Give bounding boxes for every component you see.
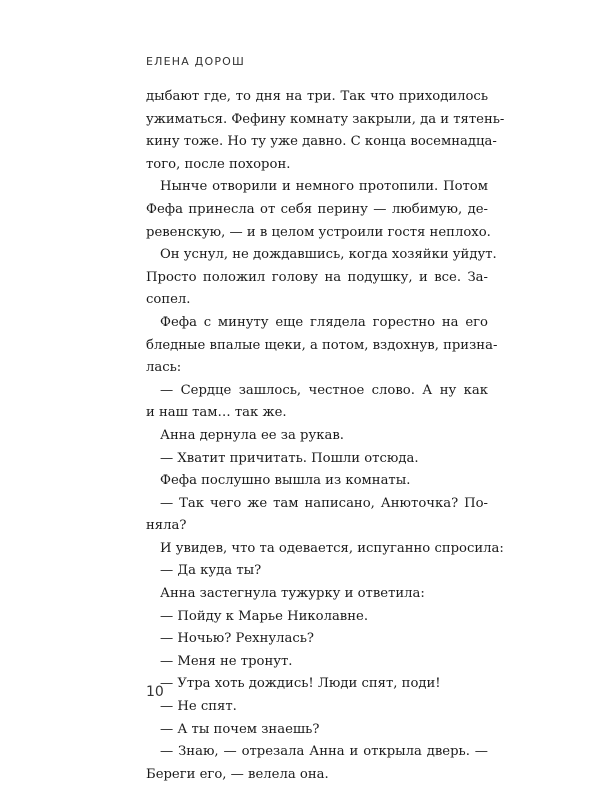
text-line: Просто положил голову на подушку, и все. За- bbox=[146, 269, 488, 285]
text-line: Нынче отворили и немного протопили. Потом bbox=[160, 179, 488, 195]
text-line: — Не спят. bbox=[160, 699, 237, 715]
text-line: Анна застегнула тужурку и ответила: bbox=[160, 586, 425, 602]
text-line: — Пойду к Марье Николавне. bbox=[160, 608, 369, 624]
text-line: — Знаю, — отрезала Анна и открыла дверь. — bbox=[160, 744, 488, 760]
body-text bbox=[146, 86, 505, 786]
page-number: 10 bbox=[146, 684, 164, 700]
text-line: ужиматься. Фефину комнату закрыли, да и тятень- bbox=[146, 111, 505, 127]
text-line: — Хватит причитать. Пошли отсюда. bbox=[160, 450, 419, 466]
text-line: — Утра хоть дождись! Люди спят, поди! bbox=[160, 676, 441, 692]
text-line: ревенскую, — и в целом устроили гостя неплохо. bbox=[146, 224, 491, 240]
text-line: лась: bbox=[146, 360, 182, 376]
text-line: Анна дернула ее за рукав. bbox=[160, 427, 344, 443]
text-line: Он уснул, не дождавшись, когда хозяйки уйдут. bbox=[160, 247, 497, 263]
text-line: — Сердце зашлось, честное слово. А ну как bbox=[160, 382, 488, 398]
text-line: — Меня не тронут. bbox=[160, 653, 293, 669]
text-line: сопел. bbox=[146, 292, 191, 308]
text-line: — Да куда ты? bbox=[160, 563, 262, 579]
text-line: И увидев, что та одевается, испуганно спросила: bbox=[160, 540, 504, 556]
text-line: няла? bbox=[146, 518, 187, 534]
text-line: дыбают где, то дня на три. Так что приходилось bbox=[146, 89, 488, 104]
text-line: — А ты почем знаешь? bbox=[160, 721, 320, 737]
text-line: — Так чего же там написано, Анюточка? По- bbox=[160, 495, 488, 511]
text-line: кину тоже. Но ту уже давно. С конца восемнадца- bbox=[146, 134, 497, 150]
text-line: Береги его, — велела она. bbox=[146, 766, 329, 782]
text-line: Фефа принесла от себя перину — любимую, де- bbox=[146, 201, 488, 217]
running-head-author: ЕЛЕНА ДОРОШ bbox=[146, 55, 245, 68]
text-line: — Ночью? Рехнулась? bbox=[160, 631, 315, 647]
text-line: Фефа с минуту еще глядела горестно на его bbox=[160, 314, 488, 330]
text-line: того, после похорон. bbox=[146, 156, 291, 172]
text-line: Фефа послушно вышла из комнаты. bbox=[160, 473, 411, 489]
text-line: бледные впалые щеки, а потом, вздохнув, призна- bbox=[146, 337, 498, 353]
text-line: и наш там… так же. bbox=[146, 405, 287, 421]
